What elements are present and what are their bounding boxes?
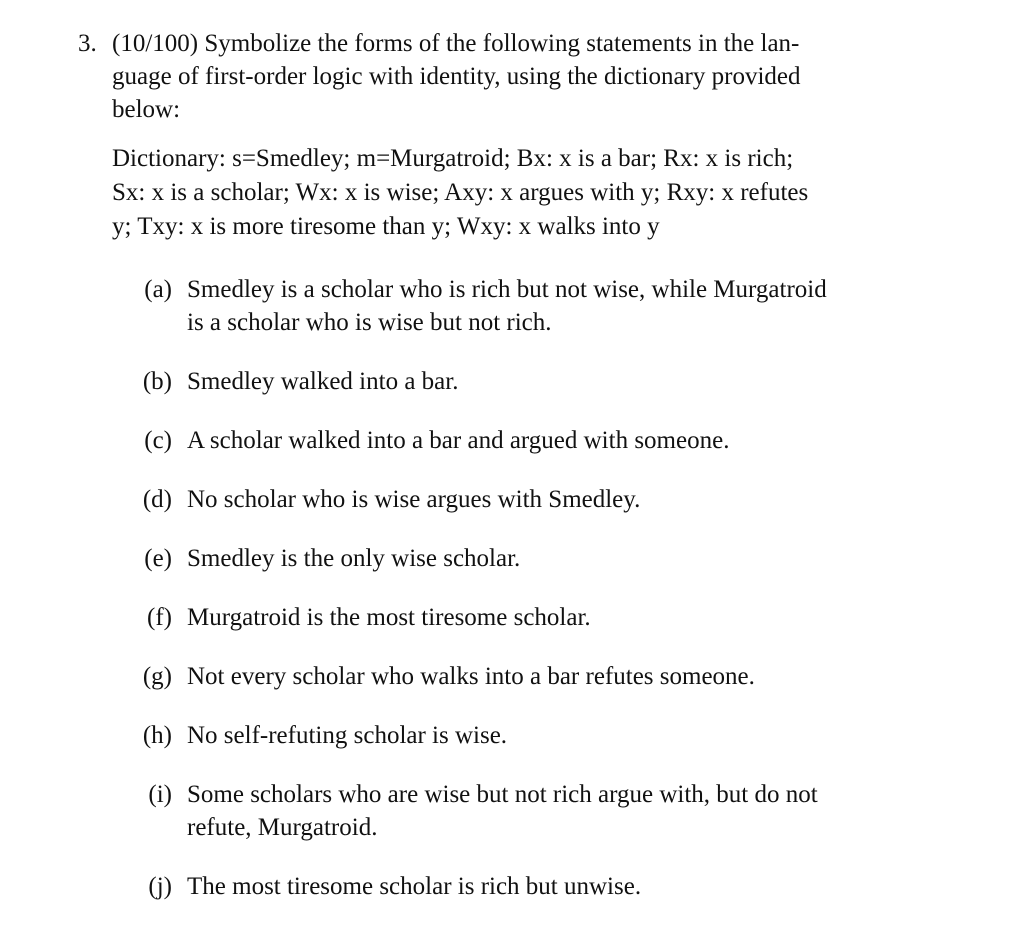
- dictionary-line: y; Txy: x is more tiresome than y; Wxy: x walks into y: [112, 213, 660, 240]
- list-item: [78, 870, 948, 903]
- problem-header: [78, 27, 948, 126]
- list-item: [78, 483, 948, 516]
- item-text-line: Murgatroid is the most tiresome scholar.: [187, 604, 591, 631]
- item-label: (e): [144, 545, 172, 572]
- item-text-line: Not every scholar who walks into a bar refutes someone.: [187, 663, 755, 690]
- item-text-line: No scholar who is wise argues with Smedley.: [187, 486, 641, 513]
- item-label: (b): [142, 368, 172, 395]
- list-item: [78, 660, 948, 693]
- item-label: (j): [148, 873, 172, 900]
- item-text-line: refute, Murgatroid.: [187, 814, 378, 841]
- item-text-line: Smedley is the only wise scholar.: [187, 545, 521, 572]
- item-text-line: A scholar walked into a bar and argued with someone.: [187, 427, 730, 454]
- item-text: [172, 870, 948, 903]
- list-item: [78, 273, 948, 339]
- item-text-line: Some scholars who are wise but not rich argue with, but do not: [187, 781, 818, 808]
- statement-line: guage of first-order logic with identity, using the dictionary provided: [112, 63, 801, 90]
- item-text: [172, 660, 948, 693]
- list-item: [78, 542, 948, 575]
- item-text: [172, 483, 948, 516]
- item-label: (f): [147, 604, 172, 631]
- item-label: (h): [142, 722, 172, 749]
- problem-3: [78, 27, 948, 244]
- problem-number: 3.: [78, 30, 97, 57]
- item-label: (c): [144, 427, 172, 454]
- item-text: [172, 542, 948, 575]
- statement-line: below:: [112, 96, 181, 123]
- item-label: (i): [148, 781, 172, 808]
- item-text: [172, 719, 948, 752]
- item-text: [172, 778, 948, 844]
- problem-statement: [112, 27, 942, 126]
- item-text-line: No self-refuting scholar is wise.: [187, 722, 508, 749]
- list-item: [78, 719, 948, 752]
- item-text: [172, 273, 948, 339]
- statement-line: (10/100) Symbolize the forms of the following statements in the lan-: [112, 30, 800, 57]
- item-label: (g): [142, 663, 172, 690]
- list-item: [78, 424, 948, 457]
- item-text: [172, 424, 948, 457]
- item-text-line: is a scholar who is wise but not rich.: [187, 309, 552, 336]
- dictionary: [112, 142, 944, 244]
- list-item: [78, 365, 948, 398]
- item-text-line: Smedley is a scholar who is rich but not wise, while Murgatroid: [187, 276, 827, 303]
- item-text-line: Smedley walked into a bar.: [187, 368, 459, 395]
- dictionary-line: Sx: x is a scholar; Wx: x is wise; Axy: x argues with y; Rxy: x refutes: [112, 179, 809, 206]
- item-label: (d): [142, 486, 172, 513]
- item-text: [172, 365, 948, 398]
- list-item: [78, 778, 948, 844]
- item-text: [172, 601, 948, 634]
- item-label: (a): [144, 276, 172, 303]
- list-item: [78, 601, 948, 634]
- item-text-line: The most tiresome scholar is rich but unwise.: [187, 873, 642, 900]
- dictionary-line: Dictionary: s=Smedley; m=Murgatroid; Bx: x is a bar; Rx: x is rich;: [112, 145, 794, 172]
